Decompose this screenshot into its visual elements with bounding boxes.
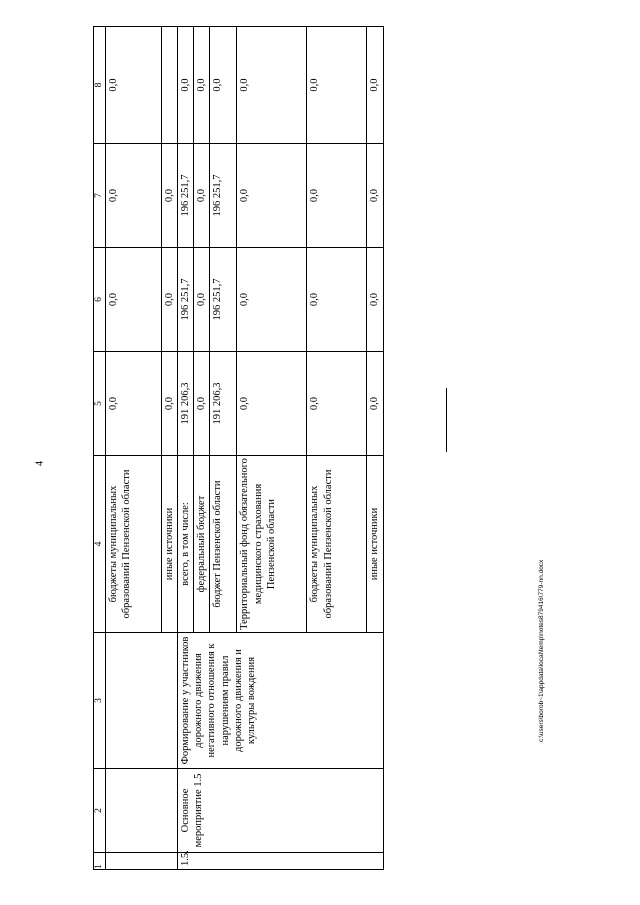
value-cell: 0,0 xyxy=(106,352,162,456)
value-cell: 0,0 xyxy=(162,144,178,248)
header-cell-1: 1 xyxy=(94,853,106,870)
value-cell: 0,0 xyxy=(237,144,307,248)
value-cell: 0,0 xyxy=(210,27,237,144)
value-cell: 0,0 xyxy=(194,27,210,144)
empty-cell xyxy=(106,633,178,769)
value-cell: 191 206,3 xyxy=(210,352,237,456)
value-cell: 0,0 xyxy=(367,27,383,144)
value-cell: 0,0 xyxy=(194,248,210,352)
value-cell: 0,0 xyxy=(162,248,178,352)
header-cell-3: 3 xyxy=(94,633,106,769)
header-cell-6: 6 xyxy=(94,248,106,352)
value-cell: 0,0 xyxy=(307,27,367,144)
header-cell-2: 2 xyxy=(94,769,106,853)
value-cell: 196 251,7 xyxy=(210,248,237,352)
value-cell xyxy=(162,27,178,144)
funding-source-cell: бюджеты муниципальных образований Пензенской области xyxy=(307,456,367,633)
column-number-row xyxy=(94,27,106,870)
header-cell-5: 5 xyxy=(94,352,106,456)
funding-source-cell: Территориальный фонд обязательного медицинского страхования Пензенской области xyxy=(237,456,307,633)
value-cell: 0,0 xyxy=(367,144,383,248)
funding-source-cell: иные источники xyxy=(162,456,178,633)
value-cell: 0,0 xyxy=(237,248,307,352)
page-number: 4 xyxy=(34,461,46,466)
event-type-cell: Основное мероприятие 1.5 xyxy=(178,769,383,853)
funding-source-cell: бюджет Пензенской области xyxy=(210,456,237,633)
value-cell: 0,0 xyxy=(307,248,367,352)
value-cell: 0,0 xyxy=(307,352,367,456)
rotated-table-block xyxy=(93,27,406,870)
value-cell: 196 251,7 xyxy=(178,144,194,248)
value-cell: 0,0 xyxy=(106,248,162,352)
event-name-cell: Формирование у участников дорожного движения негативного отношения к нарушениям правил дорожного движения и культуры вождения xyxy=(178,633,383,769)
value-cell: 0,0 xyxy=(106,27,162,144)
event-number-cell: 1.5. xyxy=(178,853,383,870)
header-cell-4: 4 xyxy=(94,456,106,633)
funding-source-cell: федеральный бюджет xyxy=(194,456,210,633)
funding-source-cell: бюджеты муниципальных образований Пензенской области xyxy=(106,456,162,633)
value-cell: 0,0 xyxy=(162,352,178,456)
value-cell: 0,0 xyxy=(367,248,383,352)
value-cell: 0,0 xyxy=(194,352,210,456)
funding-source-cell: всего, в том числе: xyxy=(178,456,194,633)
file-path-footer: c:\users\borob~1\appdata\local\temp\notes879416\779-nn.docx xyxy=(538,559,545,742)
header-cell-8: 8 xyxy=(94,27,106,144)
value-cell: 196 251,7 xyxy=(210,144,237,248)
value-cell: 0,0 xyxy=(106,144,162,248)
empty-cell xyxy=(106,769,178,853)
value-cell: 0,0 xyxy=(237,352,307,456)
funding-source-cell: иные источники xyxy=(367,456,383,633)
value-cell: 0,0 xyxy=(178,27,194,144)
value-cell: 191 206,3 xyxy=(178,352,194,456)
separator-line xyxy=(446,388,447,452)
value-cell: 0,0 xyxy=(307,144,367,248)
value-cell: 0,0 xyxy=(367,352,383,456)
table-row xyxy=(178,27,194,870)
value-cell: 196 251,7 xyxy=(178,248,194,352)
value-cell: 0,0 xyxy=(194,144,210,248)
header-cell-7: 7 xyxy=(94,144,106,248)
empty-cell xyxy=(106,853,178,870)
funding-table xyxy=(93,26,384,870)
value-cell: 0,0 xyxy=(237,27,307,144)
table-row xyxy=(106,27,162,870)
